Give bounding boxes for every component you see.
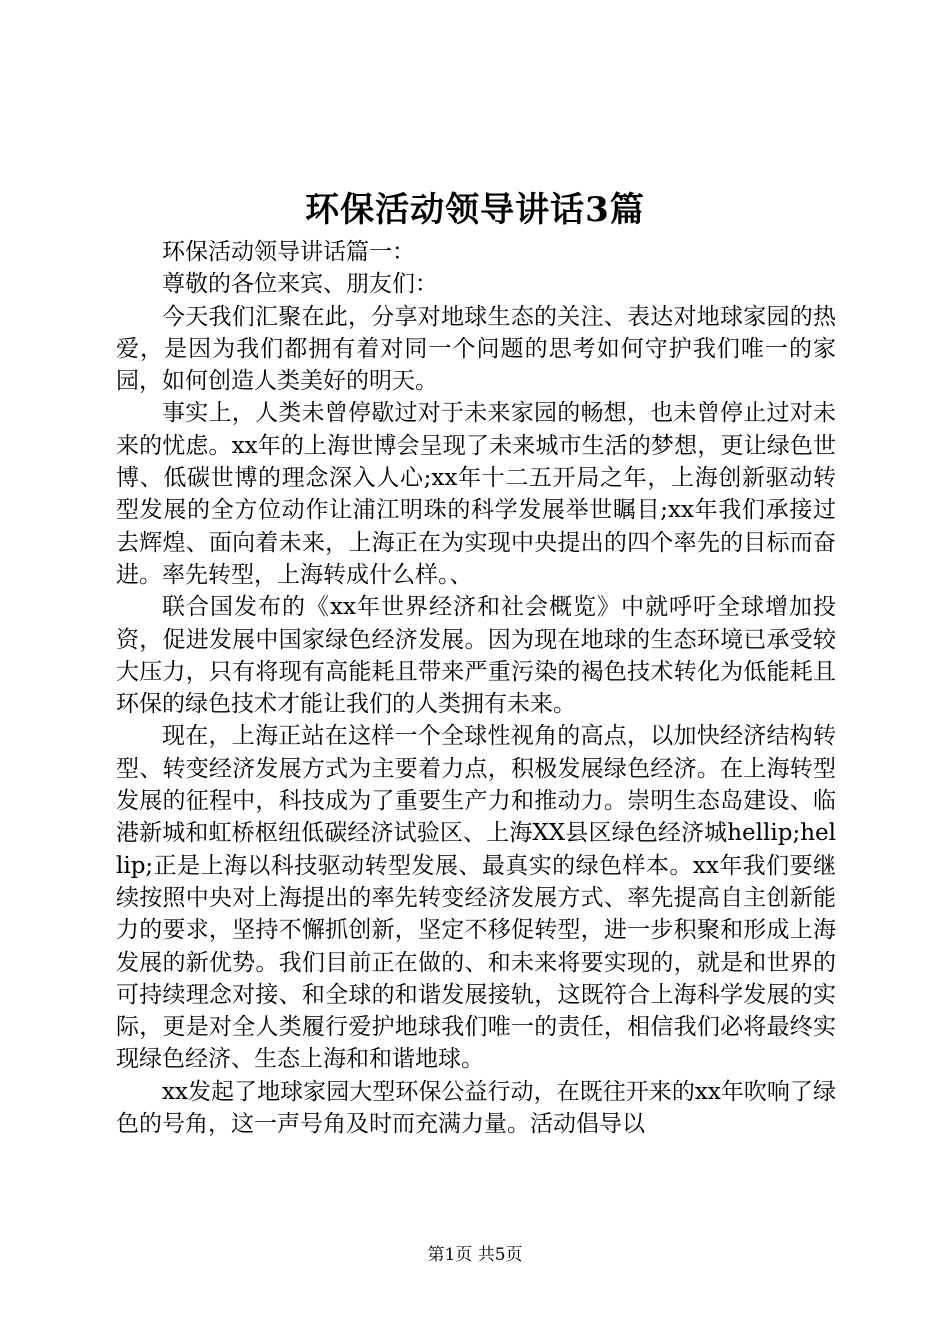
- section-heading: 环保活动领导讲话篇一：: [162, 239, 415, 265]
- body-paragraph: 联合国发布的《xx年世界经济和社会概览》中就呼吁全球增加投资，促进发展中国家绿色经济发展。因为现在地球的生态环境已承受较大压力，只有将现有高能耗且带来严重污染的褐色技术转化为低能耗且环保的绿色技术才能让我们的人类拥有未来。: [116, 594, 836, 718]
- body-paragraph: 现在，上海正站在这样一个全球性视角的高点，以加快经济结构转型、转变经济发展方式为主要着力点，积极发展绿色经济。在上海转型发展的征程中，科技成为了重要生产力和推动力。崇明生态岛建设、临港新城和虹桥枢纽低碳经济试验区、上海XX县区绿色经济城hellip;hellip;正是上海以科技驱动转型发展、最真实的绿色样本。xx年我们要继续按照中央对上海提出的率先转变经济发展方式、率先提高自主创新能力的要求，坚持不懈抓创新，坚定不移促转型，进一步积聚和形成上海发展的新优势。我们目前正在做的、和未来将要实现的，就是和世界的可持续理念对接、和全球的和谐发展接轨，这既符合上海科学发展的实际，更是对全人类履行爱护地球我们唯一的责任，相信我们必将最终实现绿色经济、生态上海和和谐地球。: [116, 723, 836, 1073]
- salutation: 尊敬的各位来宾、朋友们：: [162, 271, 438, 298]
- document-title: 环保活动领导讲话3篇: [305, 190, 645, 230]
- body-paragraph: 事实上，人类未曾停歇过对于未来家园的畅想，也未曾停止过对未来的忧虑。xx年的上海世博会呈现了未来城市生活的梦想，更让绿色世博、低碳世博的理念深入人心;xx年十二五开局之年，上海创新驱动转型发展的全方位动作让浦江明珠的科学发展举世瞩目;xx年我们承接过去辉煌、面向着未来，上海正在为实现中央提出的四个率先的目标而奋进。率先转型，上海转成什么样。、: [116, 400, 836, 588]
- body-paragraph: 今天我们汇聚在此，分享对地球生态的关注、表达对地球家园的热爱，是因为我们都拥有着对同一个问题的思考如何守护我们唯一的家园，如何创造人类美好的明天。: [116, 303, 836, 395]
- page-footer: 第1页 共5页: [427, 1245, 523, 1265]
- document-body: [116, 236, 836, 1140]
- body-paragraph: xx发起了地球家园大型环保公益行动，在既往开来的xx年吹响了绿色的号角，这一声号角及时而充满力量。活动倡导以: [116, 1078, 836, 1138]
